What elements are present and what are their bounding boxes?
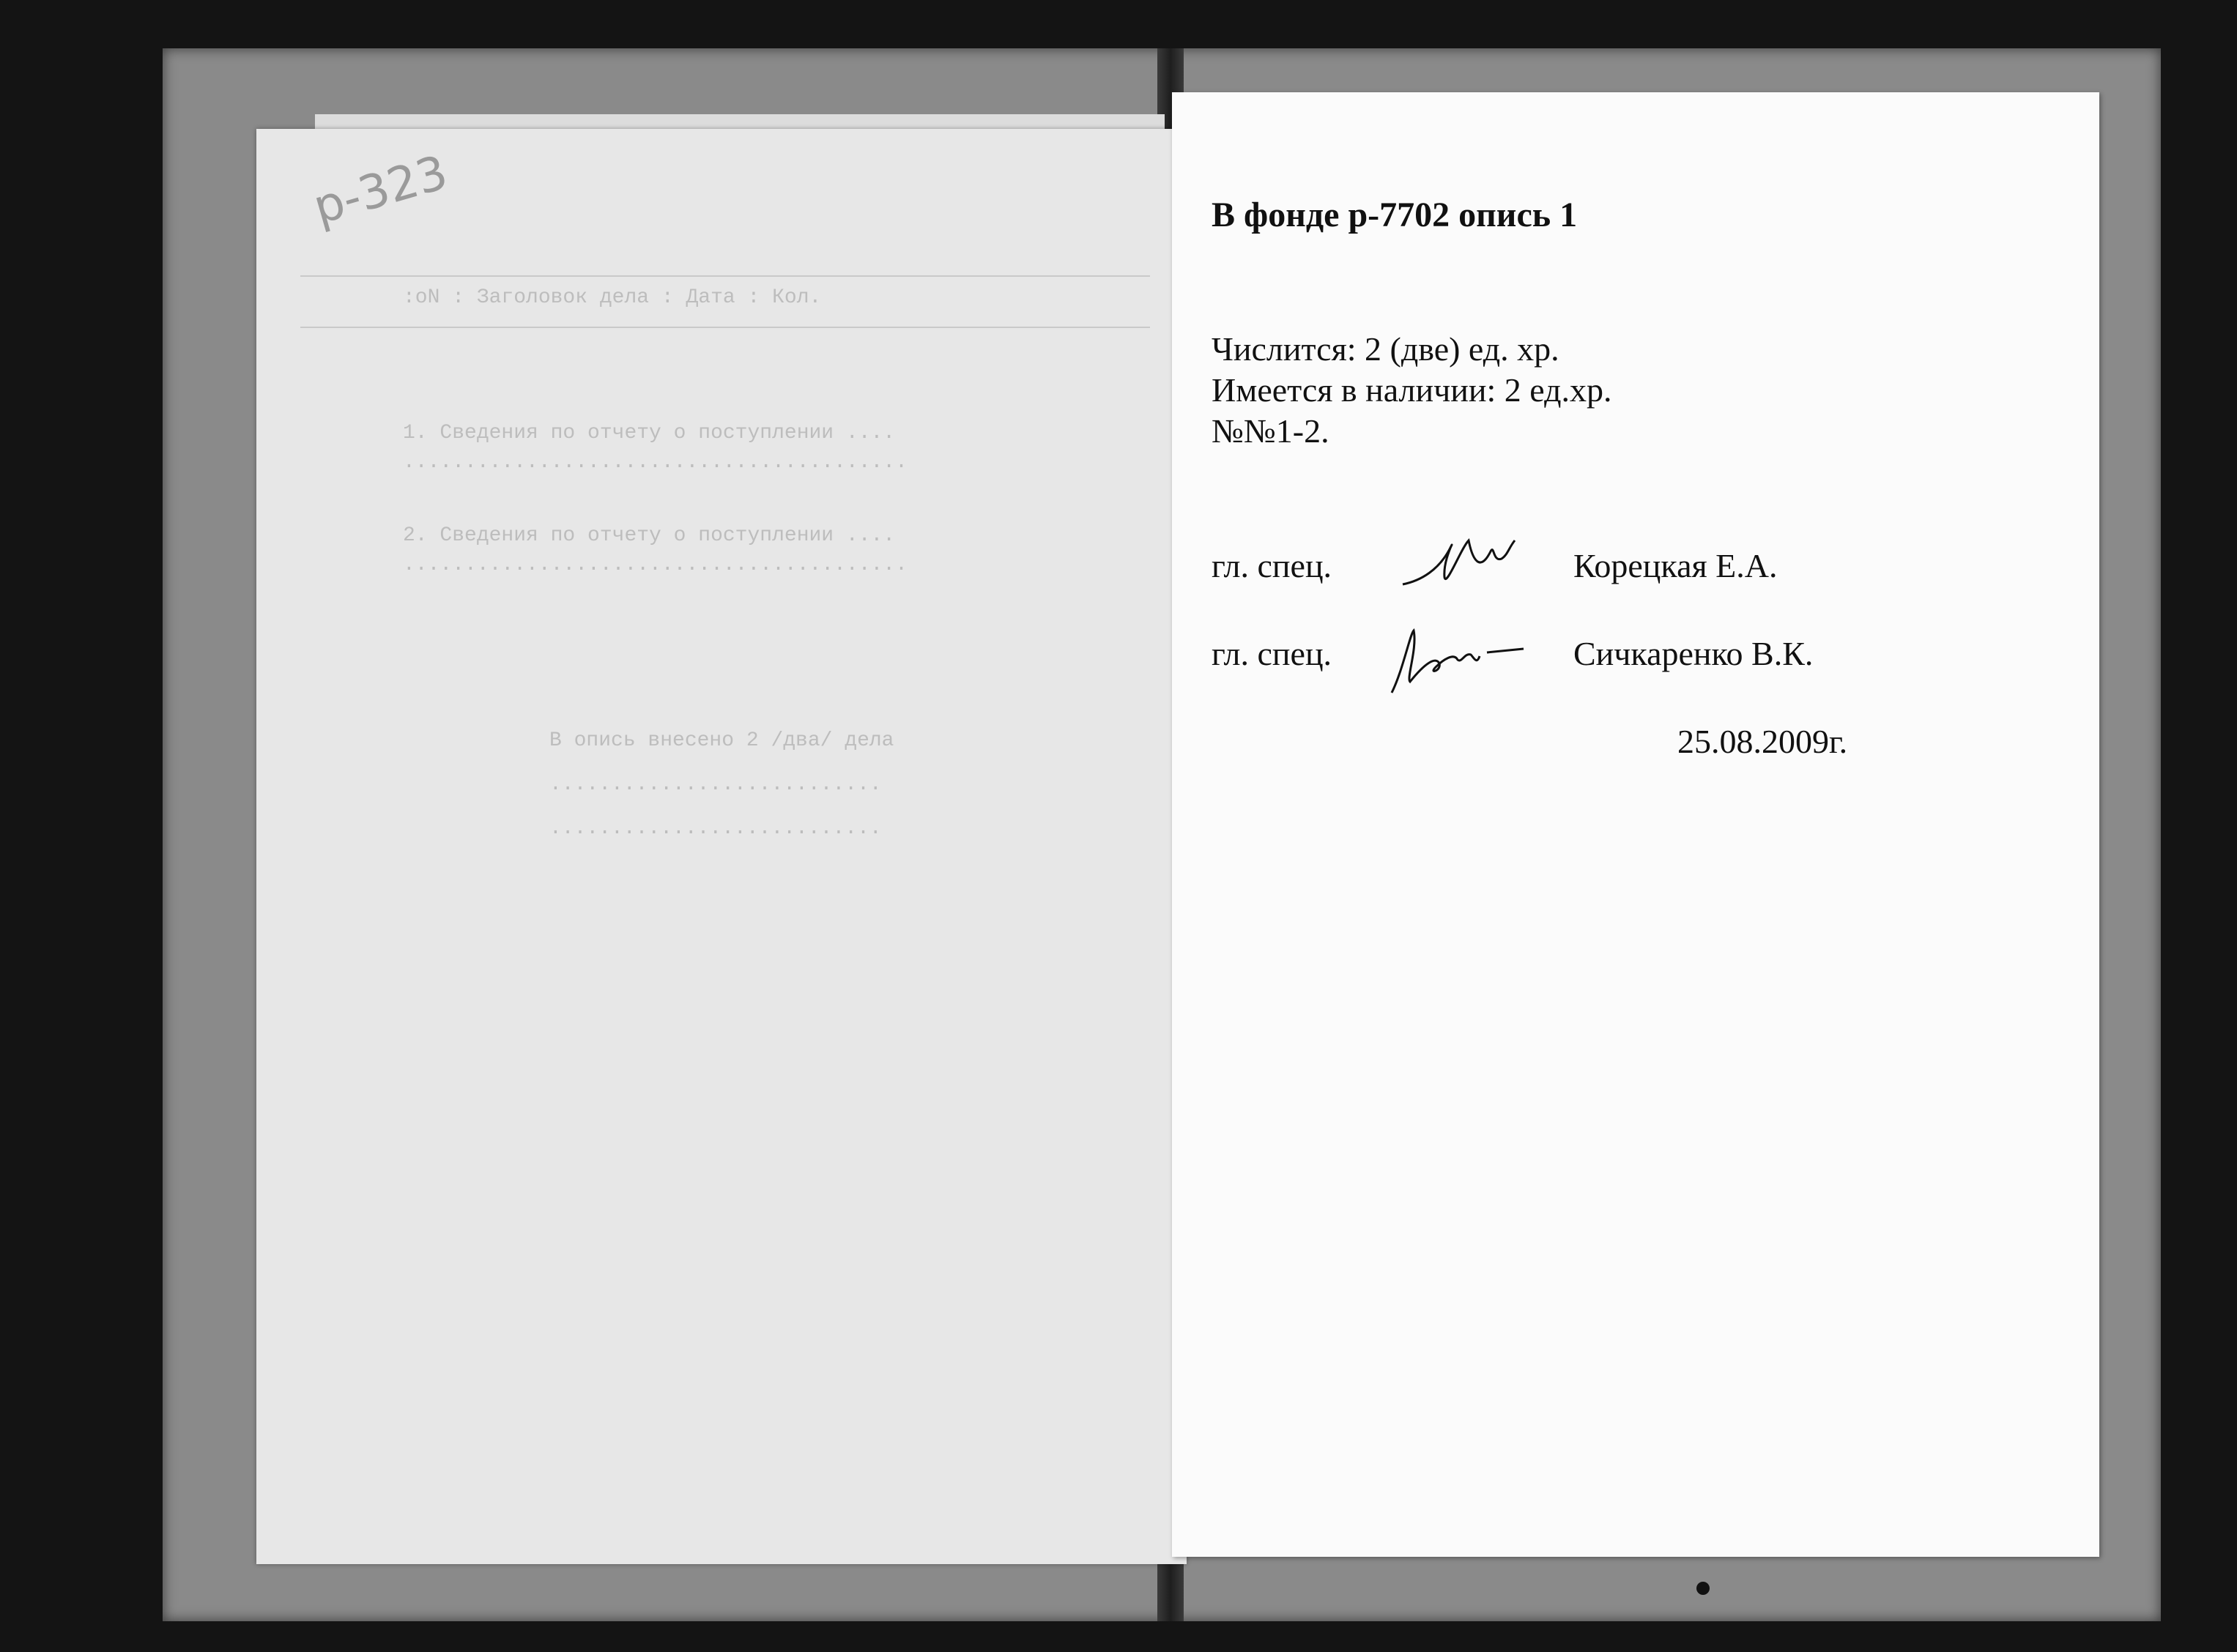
ghost-row: ........................... (549, 817, 882, 840)
signer-1-name: Корецкая Е.А. (1573, 547, 1778, 584)
ghost-table-rule (300, 327, 1150, 328)
binder-hole (1696, 1582, 1710, 1595)
ghost-row: В опись внесено 2 /два/ дела (549, 729, 894, 752)
ghost-row: ........................... (549, 773, 882, 796)
signer-2-position: гл. спец. (1212, 635, 1332, 672)
signature-2 (1384, 620, 1531, 700)
fond-heading: В фонде р-7702 опись 1 (1212, 196, 1578, 234)
ghost-row: ......................................... (403, 554, 908, 576)
ghost-row: 2. Сведения по отчету о поступлении .... (403, 524, 896, 547)
unit-numbers: №№1-2. (1212, 412, 1329, 450)
signer-1-position: гл. спец. (1212, 547, 1332, 584)
counted-units: Числится: 2 (две) ед. хр. (1212, 330, 1559, 368)
archive-reference-handwritten: р-323 (308, 145, 454, 236)
ghost-table-rule (300, 275, 1150, 277)
document-date: 25.08.2009г. (1677, 723, 1848, 760)
ghost-row: ......................................... (403, 451, 908, 474)
signature-1 (1399, 518, 1524, 599)
signer-2-name: Сичкаренко В.К. (1573, 635, 1814, 672)
right-page (1172, 92, 2099, 1557)
ghost-table-header: :oN : Заголовок дела : Дата : Кол. (403, 286, 822, 309)
available-units: Имеется в наличии: 2 ед.хр. (1212, 371, 1612, 409)
ghost-row: 1. Сведения по отчету о поступлении .... (403, 422, 896, 444)
left-page (256, 129, 1187, 1564)
